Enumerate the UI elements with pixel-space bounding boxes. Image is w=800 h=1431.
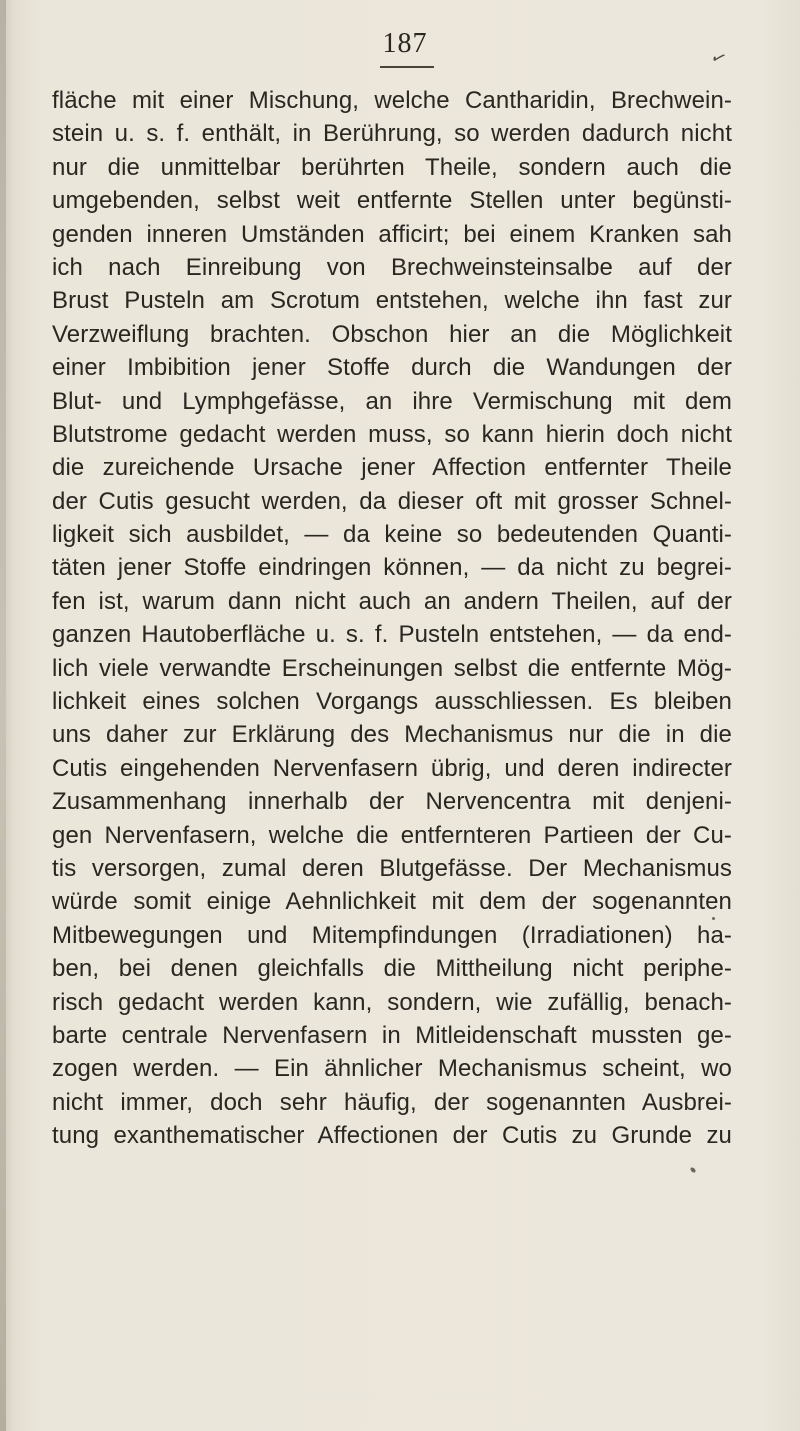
body-text xyxy=(52,84,732,1153)
text-line: lich viele verwandte Erscheinungen selbst die entfernte Mög- xyxy=(52,654,732,682)
text-line: Mitbewegungen und Mitempfindungen (Irradiationen) ha- xyxy=(52,921,732,949)
text-line: stein u. s. f. enthält, in Berührung, so werden dadurch nicht xyxy=(52,120,732,148)
text-line: lichkeit eines solchen Vorgangs ausschliessen. Es bleiben xyxy=(52,688,732,716)
text-line: würde somit einige Aehnlichkeit mit dem der sogenannten xyxy=(52,888,732,916)
page-binding-edge xyxy=(0,0,6,1431)
text-line: nicht immer, doch sehr häufig, der sogenannten Ausbrei- xyxy=(52,1088,732,1116)
text-line: nur die unmittelbar berührten Theile, sondern auch die xyxy=(52,153,732,181)
print-speck xyxy=(689,1166,696,1173)
text-line: genden inneren Umständen afficirt; bei einem Kranken sah xyxy=(52,220,732,248)
text-line: uns daher zur Erklärung des Mechanismus nur die in die xyxy=(52,721,732,749)
text-line: Verzweiflung brachten. Obschon hier an die Möglichkeit xyxy=(52,320,732,348)
text-line: ben, bei denen gleichfalls die Mittheilung nicht periphe- xyxy=(52,955,732,983)
page-number: 187 xyxy=(382,28,428,59)
text-line: tis versorgen, zumal deren Blutgefässe. Der Mechanismus xyxy=(52,854,732,882)
text-line: die zureichende Ursache jener Affection entfernter Theile xyxy=(52,454,732,482)
text-line: ganzen Hautoberfläche u. s. f. Pusteln entstehen, — da end- xyxy=(52,621,732,649)
text-line: gen Nervenfasern, welche die entfernteren Partieen der Cu- xyxy=(52,821,732,849)
text-line: täten jener Stoffe eindringen können, — da nicht zu begrei- xyxy=(52,554,732,582)
text-line: Cutis eingehenden Nervenfasern übrig, und deren indirecter xyxy=(52,754,732,782)
text-line: der Cutis gesucht werden, da dieser oft mit grosser Schnel- xyxy=(52,487,732,515)
pencil-mark-icon: ✓ xyxy=(707,45,730,71)
text-line: Brust Pusteln am Scrotum entstehen, welche ihn fast zur xyxy=(52,287,732,315)
print-speck xyxy=(712,917,715,920)
text-line: fen ist, warum dann nicht auch an andern Theilen, auf der xyxy=(52,587,732,615)
text-line: ich nach Einreibung von Brechweinsteinsalbe auf der xyxy=(52,253,732,281)
text-line: Blutstrome gedacht werden muss, so kann hierin doch nicht xyxy=(52,420,732,448)
text-line: fläche mit einer Mischung, welche Cantharidin, Brechwein- xyxy=(52,87,732,114)
text-line: einer Imbibition jener Stoffe durch die Wandungen der xyxy=(52,354,732,382)
text-line: ligkeit sich ausbildet, — da keine so bedeutenden Quanti- xyxy=(52,521,732,549)
text-line: zogen werden. — Ein ähnlicher Mechanismus scheint, wo xyxy=(52,1055,732,1083)
text-line: umgebenden, selbst weit entfernte Stellen unter begünsti- xyxy=(52,187,732,215)
text-line: risch gedacht werden kann, sondern, wie zufällig, benach- xyxy=(52,988,732,1016)
text-line: barte centrale Nervenfasern in Mitleidenschaft mussten ge- xyxy=(52,1021,732,1049)
page-number-rule xyxy=(380,66,434,68)
text-line: Blut- und Lymphgefässe, an ihre Vermischung mit dem xyxy=(52,387,732,415)
text-line: Zusammenhang innerhalb der Nervencentra mit denjeni- xyxy=(52,788,732,816)
text-line: tung exanthematischer Affectionen der Cutis zu Grunde zu xyxy=(52,1122,732,1150)
